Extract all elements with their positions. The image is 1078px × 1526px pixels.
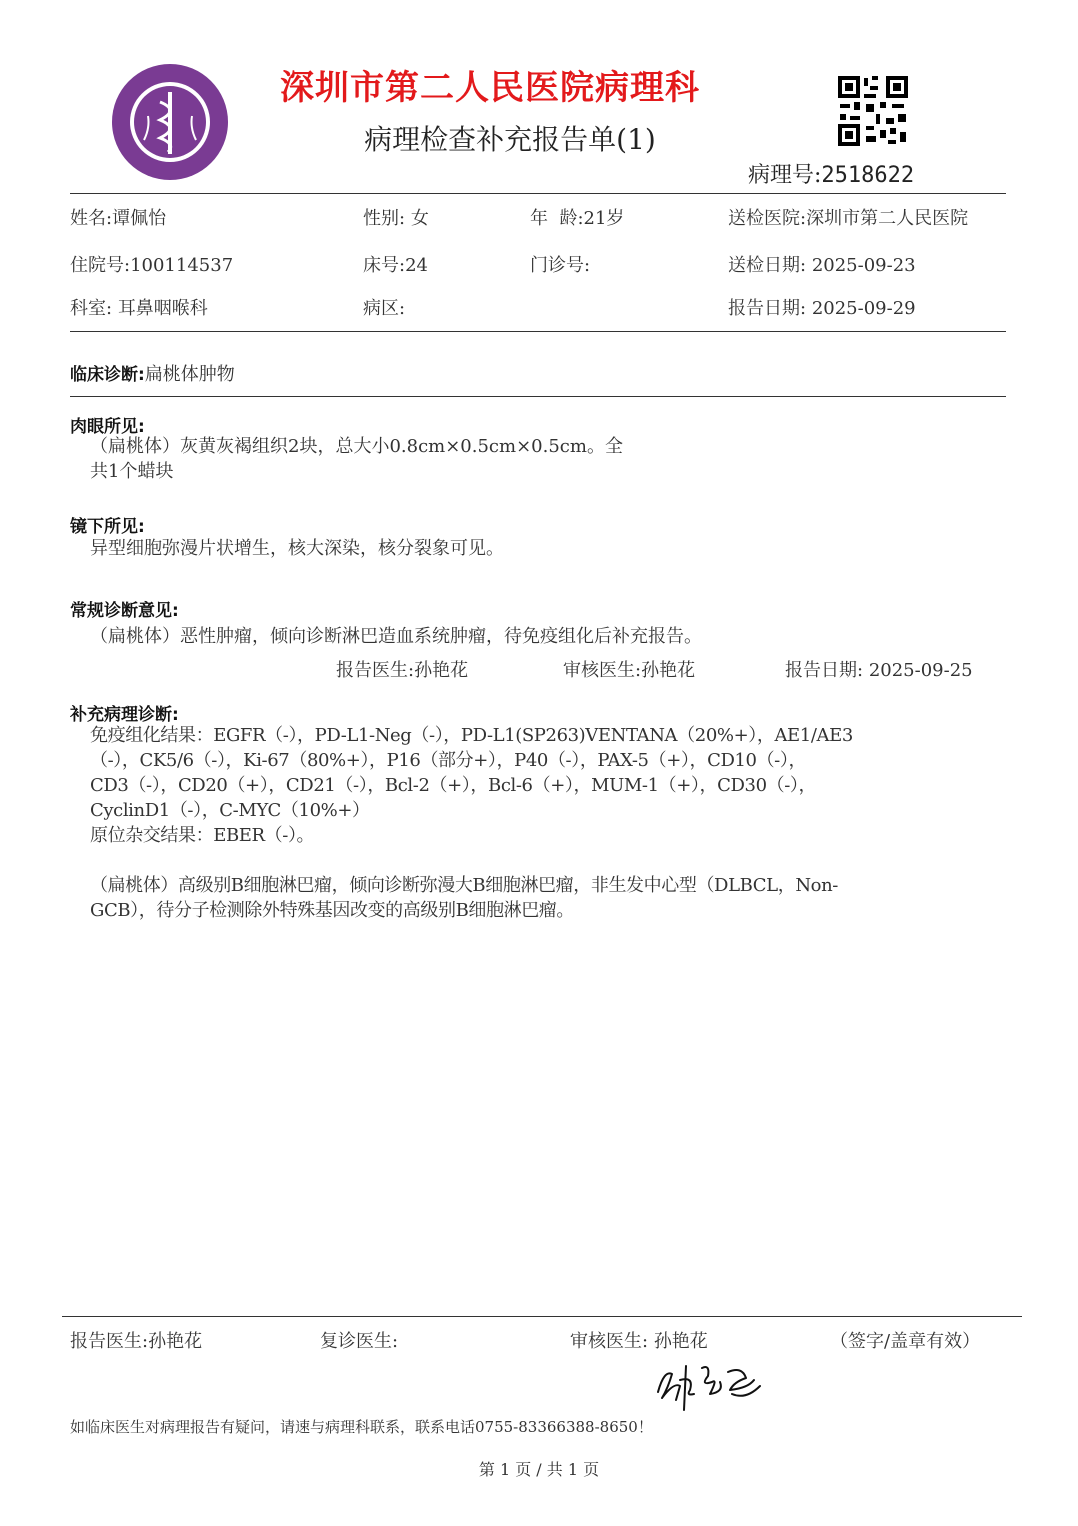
divider xyxy=(70,193,1006,194)
department: 科室: 耳鼻咽喉科 xyxy=(70,298,208,319)
sign-note: （签字/盖章有效） xyxy=(830,1331,981,1352)
routine-diagnosis-heading: 常规诊断意见: xyxy=(70,601,179,621)
routine-review-doctor: 审核医生:孙艳花 xyxy=(563,660,696,681)
ihc-results: 免疫组化结果：EGFR（-），PD-L1-Neg（-），PD-L1(SP263)VENTANA（20%+），AE1/AE3 （-），CK5/6（-），Ki-67（80%+），P16（部分+），P40（-），PAX-5（+），CD10（-）， CD3（-），CD20（+），CD21（-），Bcl-2（+），Bcl-6（+），MUM-1（+），CD30（-）， CyclinD1（-），C-MYC（10%+） 原位杂交结果：EBER（-）。 xyxy=(90,725,853,846)
footer-divider xyxy=(62,1316,1022,1317)
report-title: 病理检查补充报告单(1) xyxy=(364,123,656,156)
footer-report-doctor: 报告医生:孙艳花 xyxy=(70,1331,203,1352)
microscopic-findings-heading: 镜下所见: xyxy=(70,517,145,537)
divider xyxy=(70,396,1006,397)
pathology-number-label: 病理号: xyxy=(748,163,822,188)
footer-review-doctor: 审核医生: 孙艳花 xyxy=(570,1331,708,1352)
report-date: 报告日期: 2025-09-29 xyxy=(728,298,916,319)
patient-name: 姓名:谭佩怡 xyxy=(70,208,167,229)
outpatient-number: 门诊号: xyxy=(530,255,591,276)
bed-number: 床号:24 xyxy=(363,255,428,276)
pathology-number-value: 2518622 xyxy=(821,163,915,188)
hospital-logo xyxy=(110,62,230,182)
routine-report-date: 报告日期: 2025-09-25 xyxy=(785,660,973,681)
microscopic-findings-text: 异型细胞弥漫片状增生，核大深染，核分裂象可见。 xyxy=(90,538,504,559)
handwritten-signature xyxy=(650,1352,770,1412)
hospital-name: 深圳市第二人民医院病理科 xyxy=(280,68,700,108)
inpatient-number: 住院号:100114537 xyxy=(70,255,234,276)
routine-diagnosis-text: （扁桃体）恶性肿瘤，倾向诊断淋巴造血系统肿瘤，待免疫组化后补充报告。 xyxy=(90,626,702,647)
ward: 病区: xyxy=(363,298,406,319)
submitting-hospital: 送检医院:深圳市第二人民医院 xyxy=(728,208,969,229)
submit-date: 送检日期: 2025-09-23 xyxy=(728,255,916,276)
patient-sex: 性别: 女 xyxy=(363,208,429,229)
pathology-number xyxy=(748,158,914,189)
supplementary-diagnosis-heading: 补充病理诊断: xyxy=(70,705,179,725)
page-number: 第 1 页 / 共 1 页 xyxy=(478,1460,600,1479)
footer-revisit-doctor: 复诊医生: xyxy=(320,1331,399,1352)
qr-code-icon xyxy=(836,74,910,148)
patient-age: 年 龄:21岁 xyxy=(530,208,625,229)
divider xyxy=(70,331,1006,332)
clinical-diagnosis: 临床诊断:扁桃体肿物 xyxy=(70,364,235,385)
gross-findings-text: （扁桃体）灰黄灰褐组织2块，总大小0.8cm×0.5cm×0.5cm。全 共1个蜡块 xyxy=(90,436,623,482)
routine-report-doctor: 报告医生:孙艳花 xyxy=(336,660,469,681)
gross-findings-heading: 肉眼所见: xyxy=(70,417,145,437)
contact-note: 如临床医生对病理报告有疑问，请速与病理科联系，联系电话0755-83366388-8650！ xyxy=(70,1418,653,1436)
final-diagnosis: （扁桃体）高级别B细胞淋巴瘤，倾向诊断弥漫大B细胞淋巴瘤，非生发中心型（DLBCL，Non- GCB），待分子检测除外特殊基因改变的高级别B细胞淋巴瘤。 xyxy=(90,875,838,921)
